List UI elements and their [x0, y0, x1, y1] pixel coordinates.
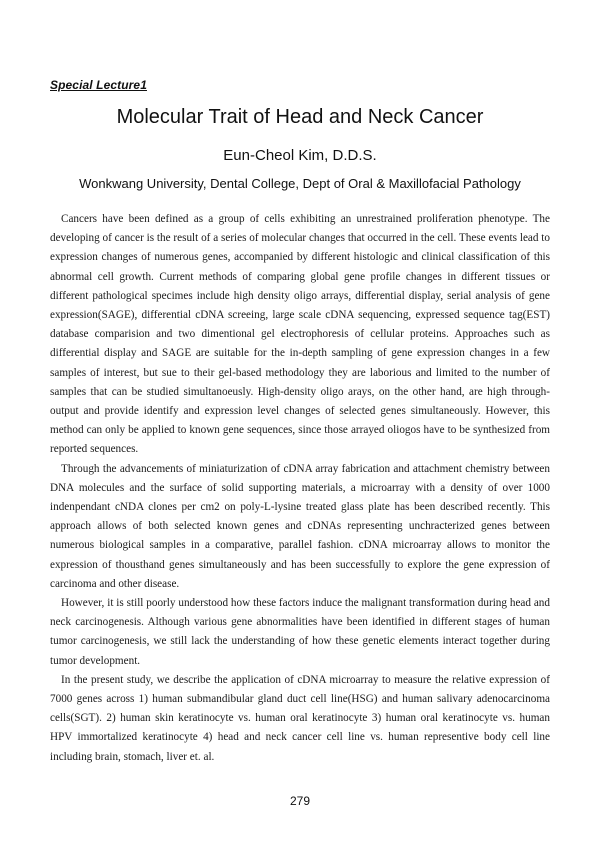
- abstract-body: [50, 210, 550, 767]
- paper-title: Molecular Trait of Head and Neck Cancer: [116, 106, 484, 128]
- body-paragraph: Cancers have been defined as a group of cells exhibiting an unrestrained proliferation phenotype. The developing of cancer is the result of a series of molecular changes that occurred in the cell. These events lead to expression changes of numerous genes, accompanied by different histologic and clinical classification of this abnormal cell growth. Current methods of comparing global gene profile changes in different tissues or different pathological specimes include high density oligo arrays, differential display, serial analysis of gene expression(SAGE), differential cDNA screeing, large scale cDNA sequencing, expressed sequence tag(EST) database comparision and two dimentional gel electrophoresis of cellular proteins. Approaches such as differential display and SAGE are suitable for the in-depth sampling of gene expression changes in a few samples of interest, but sue to their gel-based methodology they are laborious and limited to the number of samples that can be studied simultanoeusly. High-density oligo arays, on the other hand, are high through-output and provide identify and expression level changes of selected genes simultaneously. However, this method can only be applied to known gene sequences, since those arrayed oliogos have to be synthesized from reported sequences.: [50, 213, 550, 456]
- section-label: Special Lecture1: [50, 78, 147, 92]
- author-line: Eun-Cheol Kim, D.D.S.: [223, 147, 377, 164]
- body-paragraph: However, it is still poorly understood how these factors induce the malignant transformation during head and neck carcinogenesis. Although various gene abnormalities have been identified in different stages of human tumor carcinogenesis, we still lack the understanding of how these genetic elements interact together during tumor development.: [50, 597, 550, 667]
- body-paragraph: Through the advancements of miniaturization of cDNA array fabrication and attachment chemistry between DNA molecules and the surface of solid supporting materials, a microarray with a density of over 1000 indenpendant cNDA clones per cm2 on poly-L-lysine treated glass plate has been described recently. This approach allows of both selected known genes and cDNAs representing unchracterized genes between numerous biological samples in a comparative, parallel fashion. cDNA microarray allows to monitor the expression of thousthand genes simultaneously and has been successfully to explore the gene expression of carcinoma and other disease.: [50, 462, 550, 590]
- affiliation-line: Wonkwang University, Dental College, Dept of Oral & Maxillofacial Pathology: [79, 176, 521, 191]
- body-paragraph: In the present study, we describe the application of cDNA microarray to measure the relative expression of 7000 genes across 1) human submandibular gland duct cell line(HSG) and human salivary adenocarcinoma cells(SGT). 2) human skin keratinocyte vs. human oral keratinocyte 3) human oral keratinocyte vs. human HPV immortalized keratinocyte 4) head and neck cancer cell line vs. human representive body cell line including brain, stomach, liver et. al.: [50, 673, 550, 763]
- page-number: 279: [289, 794, 311, 808]
